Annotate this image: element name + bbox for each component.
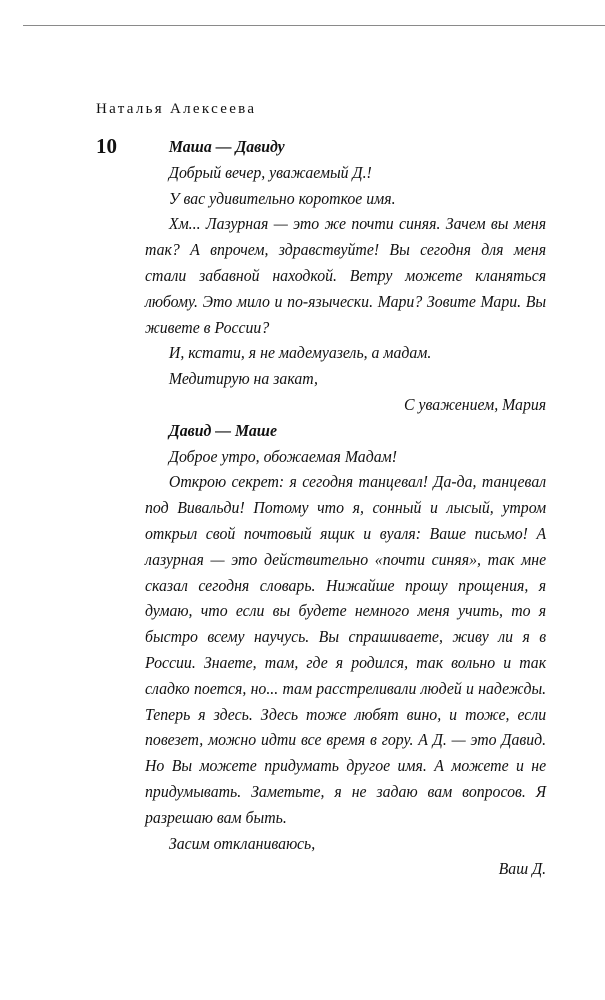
paragraph: Добрый вечер, уважаемый Д.! [168, 162, 372, 182]
top-rule [23, 25, 605, 26]
paragraph: Хм... Лазурная — это же почти синяя. Зачем вы меня так? А впрочем, здравствуйте! Вы сегодня для меня стали забавной находкой. Ветру можете кланяться любому. Это мило и по-язычески. Мари? Зовите Мари. Вы живете в России? [145, 214, 547, 337]
page-number: 10 [96, 134, 117, 158]
letter-heading: Давид — Маше [168, 420, 277, 440]
paragraph: Доброе утро, обожаемая Мадам! [168, 446, 397, 466]
signature: С уважением, Мария [404, 394, 547, 414]
paragraph: Открою секрет: я сегодня танцевал! Да-да, танцевал под Вивальди! Потому что я, сонный и лысый, утром открыл свой почтовый ящик и вуаля: Ваше письмо! А лазурная — это действительно «почти синяя», так мне сказал сегодня словарь. Нижайше прошу прощения, я думаю, что если вы будете немного меня учить, то я быстро всему научусь. Вы спрашиваете, живу ли я в России. Знаете, там, где я родился, так вольно и так сладко поется, но... там расстреливали людей и надежды. Теперь я здесь. Здесь тоже любят вино, и тоже, если повезет, можно идти все время в гору. А Д. — это Давид. Но Вы можете придумать другое имя. А можете и не придумывать. Заметьте, я не задаю вам вопросов. Я разрешаю вам быть. [145, 472, 547, 827]
paragraph: У вас удивительно короткое имя. [168, 188, 396, 208]
paragraph: И, кстати, я не мадемуазель, а мадам. [168, 343, 432, 363]
running-head: Наталья Алексеева [96, 101, 257, 117]
paragraph: Засим откланиваюсь, [168, 833, 316, 853]
signature: Ваш Д. [498, 859, 547, 879]
paragraph: Медитирую на закат, [168, 369, 319, 389]
letter-heading: Маша — Давиду [168, 137, 285, 156]
body-text [145, 134, 546, 882]
